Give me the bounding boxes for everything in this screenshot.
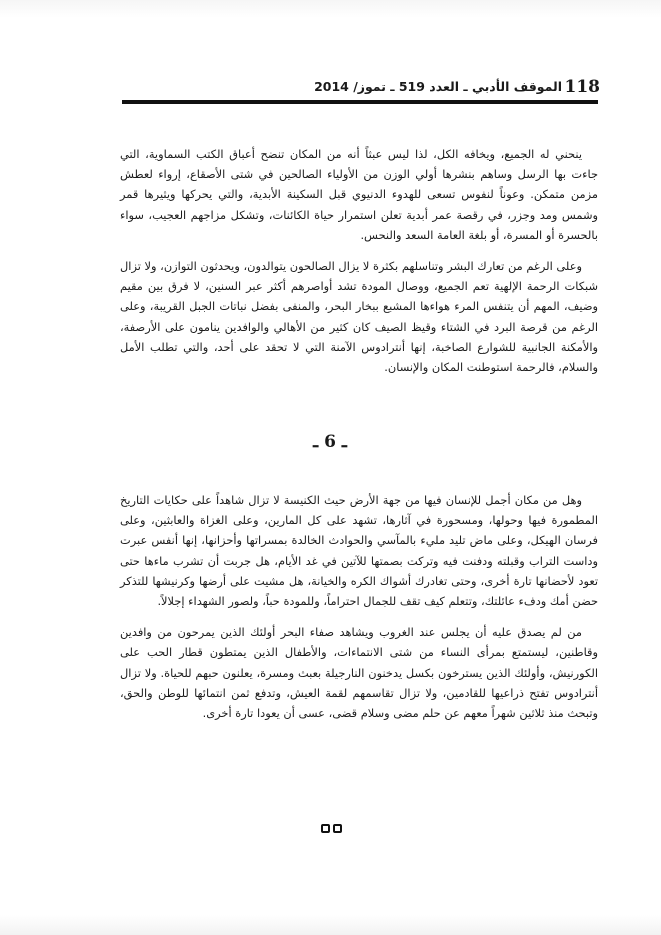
- end-square-icon: [333, 824, 342, 833]
- section-number: ـ 6 ـ: [313, 432, 347, 452]
- end-of-article-mark-icon: [318, 822, 344, 834]
- running-title: الموقف الأدبي ـ العدد 519 ـ تموز/ 2014: [314, 79, 562, 94]
- section-one: [120, 144, 598, 377]
- paragraph: وهل من مكان أجمل للإنسان فيها من جهة الأرض حيث الكنيسة لا تزال شاهداً على حكايات التاريخ المطمورة فيها وحولها، ومسحورة في آثارها، تشهد على كل المارين، وعلى الغزاة والعابثين، وعلى فرسان الهيكل، وعلى ماض تليد مليء بالمآسي والحوادث الخالدة بمسراتها وأحزانها، إنها أنفس عبرت وداست التراب وقبلته ودفنت فيه وتركت بصمتها للآتين في غد الأيام، هل جربت أن تشرب ماءها حتى تعود لأحضانها تارة أخرى، وحتى تغادرك أشواك الكره والخيانة، هل مشيت على أرضها وكرنيشها للتذكر حضن أمك ودفء عائلتك، وتتعلم كيف تقف للجمال احتراماً، وللمودة حباً، ولصور الشهداء إجلالاً.: [120, 493, 598, 609]
- paragraph: وعلى الرغم من تعارك البشر وتناسلهم بكثرة لا يزال الصالحون يتوالدون، ويحدثون التوازن، ولا تزال شبكات الرحمة الإلهية تعم الجميع، ووصال المودة تشد أواصرهم أكثر عبر السنين، لا فرق بين مقيم وضيف، المهم أن يتنفس المرء هواءها المشبع ببخار البحر، والمنفى بفضل نباتات الجبل القريبة، وعلى الرغم من قرصة البرد في الشتاء وقيظ الصيف كان كثير من الأهالي والوافدين ينامون على الأرصفة، والأمكنة الجانبية للشوارع الصاخبة، إنها أنترادوس الآمنة التي لا تحقد على أحد، والتي تطلب الأمل والسلام، فالرحمة استوطنت المكان والإنسان.: [120, 259, 598, 375]
- paragraph: ينحني له الجميع، ويخافه الكل، لذا ليس عبثاً أنه من المكان تنضح أعباق الكتب السماوية، التي جاءت بها الرسل وساهم بنشرها أولي الوزن من الأولياء الصالحين في شتى الأصقاع، إرواء لعطش مزمن متمكن. وعوناً لنفوس تسعى للهدوء الدنيوي قبل السكينة الأبدية، والتي يحركها ويثيرها قمر وشمس ومد وجزر، في رقصة عمر أبدية تعلن استمرار حياة الكائنات، وتشكل مزاجهم العجيب، سواء بالحسرة أو المسرة، أو بلغة العامة السعد والنحس.: [120, 147, 598, 242]
- end-square-icon: [321, 824, 330, 833]
- header-rule: [122, 100, 598, 104]
- page-header: [122, 76, 600, 98]
- page-number: 118: [564, 77, 600, 97]
- section-two: [120, 490, 598, 723]
- paragraph: من لم يصدق عليه أن يجلس عند الغروب ويشاهد صفاء البحر أولئك الذين يمرحون من وافدين وقاطنين، ليستمتع بمرأى النساء من شتى الانتماءات، والأطفال الذين يمتطون قطار الحب على الكورنيش، وأولئك الذين يسترخون بكسل يدخنون النارجيلة بعبث ومسرة، يعلنون حبهم للحياة. ولا تزال أنترادوس تفتح ذراعيها للقادمين، ولا تزال تقاسمهم لقمة العيش، وتدفع ثمن انتمائها للوطن والحق، وتبحث منذ ثلاثين شهراً معهم عن حلم مضى وسلام قضى، عسى أن يعودا تارة أخرى.: [120, 625, 598, 721]
